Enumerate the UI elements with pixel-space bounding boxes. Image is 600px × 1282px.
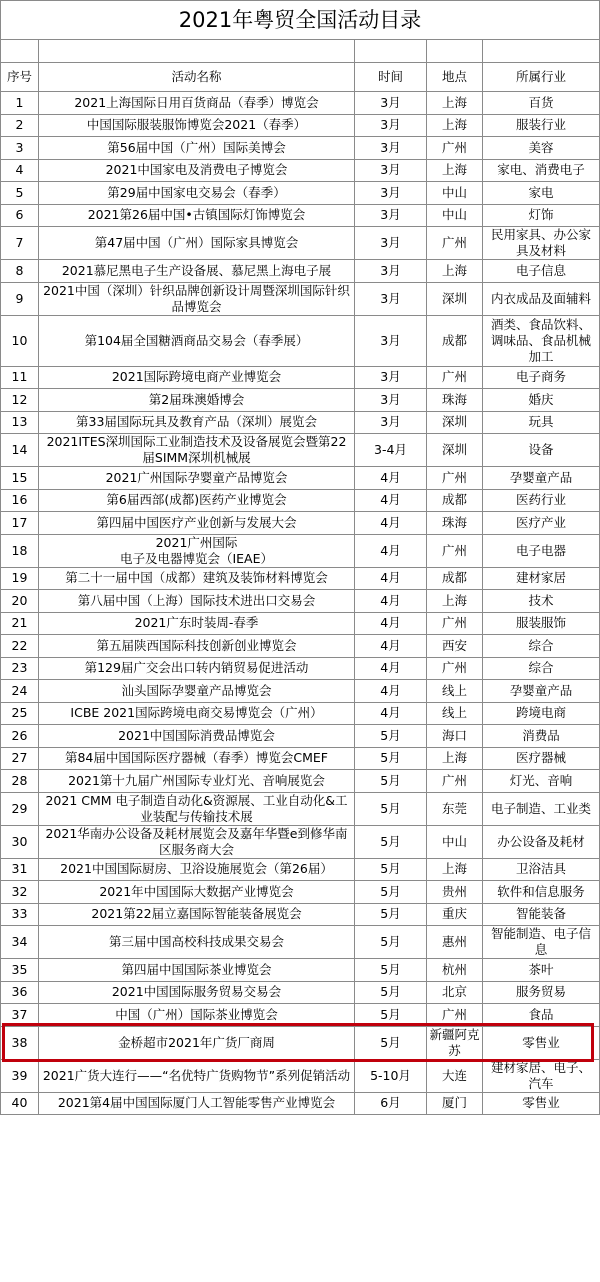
cell-industry: 设备 xyxy=(483,434,600,467)
cell-name: 汕头国际孕婴童产品博览会 xyxy=(39,680,355,703)
cell-industry: 跨境电商 xyxy=(483,702,600,725)
cell-name: 2021中国国际厨房、卫浴设施展览会（第26届） xyxy=(39,858,355,881)
cell-time: 5月 xyxy=(355,1026,427,1059)
cell-time: 5月 xyxy=(355,926,427,959)
cell-no: 10 xyxy=(1,315,39,366)
cell-no: 25 xyxy=(1,702,39,725)
cell-place: 广州 xyxy=(427,227,483,260)
cell-industry: 食品 xyxy=(483,1004,600,1027)
table-row xyxy=(1,92,600,115)
cell-place: 珠海 xyxy=(427,389,483,412)
cell-name: 2021广州国际 电子及电器博览会（IEAE） xyxy=(39,534,355,567)
cell-industry: 软件和信息服务 xyxy=(483,881,600,904)
cell-name: 中国国际服装服饰博览会2021（春季） xyxy=(39,114,355,137)
cell-no: 33 xyxy=(1,903,39,926)
cell-industry: 茶叶 xyxy=(483,959,600,982)
cell-no: 38 xyxy=(1,1026,39,1059)
cell-no: 39 xyxy=(1,1059,39,1092)
cell-industry: 民用家具、办公家具及材料 xyxy=(483,227,600,260)
cell-time: 4月 xyxy=(355,534,427,567)
cell-place: 上海 xyxy=(427,747,483,770)
cell-name: 2021 CMM 电子制造自动化&资源展、工业自动化&工业装配与传输技术展 xyxy=(39,792,355,825)
cell-place: 深圳 xyxy=(427,411,483,434)
table-row xyxy=(1,770,600,793)
cell-place: 广州 xyxy=(427,467,483,490)
cell-name: 2021广东时装周-春季 xyxy=(39,612,355,635)
cell-place: 杭州 xyxy=(427,959,483,982)
cell-name: 2021慕尼黑电子生产设备展、慕尼黑上海电子展 xyxy=(39,260,355,283)
cell-time: 5月 xyxy=(355,725,427,748)
cell-industry: 内衣成品及面辅料 xyxy=(483,282,600,315)
table-row xyxy=(1,959,600,982)
table-row xyxy=(1,434,600,467)
title-row xyxy=(1,1,600,40)
cell-no: 22 xyxy=(1,635,39,658)
cell-time: 4月 xyxy=(355,512,427,535)
cell-name: 第四届中国国际茶业博览会 xyxy=(39,959,355,982)
table-row xyxy=(1,366,600,389)
cell-industry: 电子商务 xyxy=(483,366,600,389)
cell-no: 15 xyxy=(1,467,39,490)
cell-place: 上海 xyxy=(427,858,483,881)
cell-place: 新疆阿克苏 xyxy=(427,1026,483,1059)
cell-name: 第104届全国糖酒商品交易会（春季展） xyxy=(39,315,355,366)
cell-industry: 电子信息 xyxy=(483,260,600,283)
cell-place: 东莞 xyxy=(427,792,483,825)
blank-cell xyxy=(483,40,600,63)
cell-time: 4月 xyxy=(355,657,427,680)
cell-industry: 服装服饰 xyxy=(483,612,600,635)
cell-time: 3月 xyxy=(355,114,427,137)
cell-place: 广州 xyxy=(427,366,483,389)
cell-time: 5月 xyxy=(355,903,427,926)
cell-industry: 卫浴洁具 xyxy=(483,858,600,881)
cell-name: 2021华南办公设备及耗材展览会及嘉年华暨e到修华南区服务商大会 xyxy=(39,825,355,858)
blank-row xyxy=(1,40,600,63)
cell-time: 3月 xyxy=(355,159,427,182)
cell-place: 广州 xyxy=(427,137,483,160)
cell-no: 17 xyxy=(1,512,39,535)
cell-no: 4 xyxy=(1,159,39,182)
cell-name: 第三届中国高校科技成果交易会 xyxy=(39,926,355,959)
cell-place: 重庆 xyxy=(427,903,483,926)
header-time: 时间 xyxy=(355,63,427,92)
header-row xyxy=(1,63,600,92)
blank-cell xyxy=(355,40,427,63)
table-row xyxy=(1,282,600,315)
cell-no: 21 xyxy=(1,612,39,635)
cell-time: 3月 xyxy=(355,182,427,205)
cell-place: 大连 xyxy=(427,1059,483,1092)
cell-place: 海口 xyxy=(427,725,483,748)
cell-no: 26 xyxy=(1,725,39,748)
blank-cell xyxy=(1,40,39,63)
table-row xyxy=(1,926,600,959)
cell-place: 广州 xyxy=(427,770,483,793)
cell-place: 上海 xyxy=(427,590,483,613)
cell-name: 第2届珠澳婚博会 xyxy=(39,389,355,412)
cell-time: 3月 xyxy=(355,389,427,412)
cell-no: 35 xyxy=(1,959,39,982)
cell-time: 6月 xyxy=(355,1092,427,1115)
cell-time: 4月 xyxy=(355,567,427,590)
header-name: 活动名称 xyxy=(39,63,355,92)
cell-time: 5月 xyxy=(355,747,427,770)
cell-name: 2021国际跨境电商产业博览会 xyxy=(39,366,355,389)
table-row xyxy=(1,204,600,227)
cell-name: 第129届广交会出口转内销贸易促进活动 xyxy=(39,657,355,680)
cell-time: 3月 xyxy=(355,137,427,160)
cell-industry: 玩具 xyxy=(483,411,600,434)
cell-place: 中山 xyxy=(427,825,483,858)
table-row xyxy=(1,635,600,658)
cell-place: 北京 xyxy=(427,981,483,1004)
table-row xyxy=(1,590,600,613)
cell-time: 5月 xyxy=(355,792,427,825)
cell-no: 13 xyxy=(1,411,39,434)
cell-place: 成都 xyxy=(427,567,483,590)
table-row xyxy=(1,657,600,680)
table-row xyxy=(1,1004,600,1027)
cell-no: 37 xyxy=(1,1004,39,1027)
cell-place: 线上 xyxy=(427,702,483,725)
cell-industry: 建材家居 xyxy=(483,567,600,590)
cell-name: 2021第26届中国•古镇国际灯饰博览会 xyxy=(39,204,355,227)
cell-no: 5 xyxy=(1,182,39,205)
cell-time: 4月 xyxy=(355,590,427,613)
cell-time: 3月 xyxy=(355,92,427,115)
table-row xyxy=(1,389,600,412)
cell-name: 2021中国（深圳）针织品牌创新设计周暨深圳国际针织品博览会 xyxy=(39,282,355,315)
cell-name: 第47届中国（广州）国际家具博览会 xyxy=(39,227,355,260)
cell-place: 线上 xyxy=(427,680,483,703)
cell-place: 深圳 xyxy=(427,434,483,467)
table-row xyxy=(1,227,600,260)
cell-place: 广州 xyxy=(427,534,483,567)
cell-place: 上海 xyxy=(427,114,483,137)
cell-place: 上海 xyxy=(427,159,483,182)
table-row xyxy=(1,567,600,590)
page-title: 2021年粤贸全国活动目录 xyxy=(1,1,600,40)
cell-industry: 酒类、食品饮料、调味品、食品机械加工 xyxy=(483,315,600,366)
cell-time: 3月 xyxy=(355,260,427,283)
table-row xyxy=(1,534,600,567)
cell-place: 上海 xyxy=(427,92,483,115)
cell-place: 惠州 xyxy=(427,926,483,959)
cell-no: 27 xyxy=(1,747,39,770)
cell-no: 11 xyxy=(1,366,39,389)
blank-cell xyxy=(427,40,483,63)
cell-name: 中国（广州）国际茶业博览会 xyxy=(39,1004,355,1027)
cell-industry: 电子制造、工业类 xyxy=(483,792,600,825)
cell-no: 20 xyxy=(1,590,39,613)
cell-no: 2 xyxy=(1,114,39,137)
table-row xyxy=(1,159,600,182)
cell-name: 2021第十九届广州国际专业灯光、音响展览会 xyxy=(39,770,355,793)
cell-no: 6 xyxy=(1,204,39,227)
table-row xyxy=(1,411,600,434)
cell-industry: 百货 xyxy=(483,92,600,115)
cell-industry: 家电 xyxy=(483,182,600,205)
cell-industry: 智能装备 xyxy=(483,903,600,926)
table-row xyxy=(1,1026,600,1059)
table-row xyxy=(1,747,600,770)
cell-time: 4月 xyxy=(355,702,427,725)
cell-place: 西安 xyxy=(427,635,483,658)
header-place: 地点 xyxy=(427,63,483,92)
cell-time: 5月 xyxy=(355,825,427,858)
cell-industry: 智能制造、电子信息 xyxy=(483,926,600,959)
cell-industry: 零售业 xyxy=(483,1092,600,1115)
cell-no: 31 xyxy=(1,858,39,881)
table-row xyxy=(1,114,600,137)
cell-no: 34 xyxy=(1,926,39,959)
cell-time: 3月 xyxy=(355,366,427,389)
cell-name: 2021广州国际孕婴童产品博览会 xyxy=(39,467,355,490)
table-row xyxy=(1,792,600,825)
cell-no: 30 xyxy=(1,825,39,858)
cell-place: 成都 xyxy=(427,315,483,366)
cell-time: 5-10月 xyxy=(355,1059,427,1092)
cell-industry: 服装行业 xyxy=(483,114,600,137)
cell-no: 32 xyxy=(1,881,39,904)
cell-place: 珠海 xyxy=(427,512,483,535)
cell-no: 36 xyxy=(1,981,39,1004)
cell-time: 4月 xyxy=(355,467,427,490)
cell-name: 第五届陕西国际科技创新创业博览会 xyxy=(39,635,355,658)
cell-no: 3 xyxy=(1,137,39,160)
cell-name: 第29届中国家电交易会（春季） xyxy=(39,182,355,205)
table-row xyxy=(1,137,600,160)
table-row xyxy=(1,260,600,283)
cell-no: 12 xyxy=(1,389,39,412)
cell-name: 第56届中国（广州）国际美博会 xyxy=(39,137,355,160)
cell-industry: 综合 xyxy=(483,635,600,658)
cell-no: 23 xyxy=(1,657,39,680)
cell-no: 28 xyxy=(1,770,39,793)
cell-name: 2021ITES深圳国际工业制造技术及设备展览会暨第22届SIMM深圳机械展 xyxy=(39,434,355,467)
cell-time: 4月 xyxy=(355,635,427,658)
cell-name: 2021第4届中国国际厦门人工智能零售产业博览会 xyxy=(39,1092,355,1115)
cell-time: 3月 xyxy=(355,204,427,227)
table-row xyxy=(1,680,600,703)
cell-time: 3月 xyxy=(355,315,427,366)
cell-place: 成都 xyxy=(427,489,483,512)
cell-place: 广州 xyxy=(427,612,483,635)
table-row xyxy=(1,489,600,512)
cell-name: 2021年中国国际大数据产业博览会 xyxy=(39,881,355,904)
cell-name: 金桥超市2021年广货厂商周 xyxy=(39,1026,355,1059)
cell-no: 40 xyxy=(1,1092,39,1115)
table-row xyxy=(1,1059,600,1092)
cell-industry: 办公设备及耗材 xyxy=(483,825,600,858)
header-no: 序号 xyxy=(1,63,39,92)
cell-industry: 美容 xyxy=(483,137,600,160)
cell-time: 5月 xyxy=(355,1004,427,1027)
cell-no: 24 xyxy=(1,680,39,703)
table-row xyxy=(1,315,600,366)
cell-no: 29 xyxy=(1,792,39,825)
cell-place: 广州 xyxy=(427,1004,483,1027)
table-row xyxy=(1,881,600,904)
table-row xyxy=(1,903,600,926)
cell-industry: 零售业 xyxy=(483,1026,600,1059)
cell-place: 深圳 xyxy=(427,282,483,315)
table-row xyxy=(1,725,600,748)
table-row xyxy=(1,512,600,535)
cell-no: 14 xyxy=(1,434,39,467)
cell-name: 第6届西部(成都)医药产业博览会 xyxy=(39,489,355,512)
cell-time: 4月 xyxy=(355,612,427,635)
cell-industry: 医疗产业 xyxy=(483,512,600,535)
cell-industry: 家电、消费电子 xyxy=(483,159,600,182)
cell-no: 19 xyxy=(1,567,39,590)
cell-industry: 综合 xyxy=(483,657,600,680)
cell-name: 第四届中国医疗产业创新与发展大会 xyxy=(39,512,355,535)
cell-name: 2021上海国际日用百货商品（春季）博览会 xyxy=(39,92,355,115)
cell-no: 7 xyxy=(1,227,39,260)
blank-cell xyxy=(39,40,355,63)
cell-industry: 孕婴童产品 xyxy=(483,680,600,703)
cell-industry: 灯饰 xyxy=(483,204,600,227)
table-row xyxy=(1,981,600,1004)
cell-name: 第33届国际玩具及教育产品（深圳）展览会 xyxy=(39,411,355,434)
cell-no: 18 xyxy=(1,534,39,567)
cell-time: 5月 xyxy=(355,981,427,1004)
table-row xyxy=(1,1092,600,1115)
cell-time: 3-4月 xyxy=(355,434,427,467)
cell-name: 第八届中国（上海）国际技术进出口交易会 xyxy=(39,590,355,613)
cell-time: 5月 xyxy=(355,770,427,793)
cell-name: 2021中国国际消费品博览会 xyxy=(39,725,355,748)
cell-time: 4月 xyxy=(355,680,427,703)
cell-time: 5月 xyxy=(355,959,427,982)
cell-no: 8 xyxy=(1,260,39,283)
cell-industry: 婚庆 xyxy=(483,389,600,412)
cell-no: 1 xyxy=(1,92,39,115)
header-industry: 所属行业 xyxy=(483,63,600,92)
cell-industry: 消费品 xyxy=(483,725,600,748)
cell-name: 第二十一届中国（成都）建筑及装饰材料博览会 xyxy=(39,567,355,590)
cell-name: ICBE 2021国际跨境电商交易博览会（广州） xyxy=(39,702,355,725)
cell-industry: 建材家居、电子、汽车 xyxy=(483,1059,600,1092)
table-row xyxy=(1,858,600,881)
cell-industry: 电子电器 xyxy=(483,534,600,567)
cell-time: 3月 xyxy=(355,282,427,315)
cell-name: 2021第22届立嘉国际智能装备展览会 xyxy=(39,903,355,926)
cell-place: 中山 xyxy=(427,182,483,205)
table-row xyxy=(1,825,600,858)
cell-time: 3月 xyxy=(355,227,427,260)
table-row xyxy=(1,702,600,725)
cell-no: 16 xyxy=(1,489,39,512)
cell-industry: 技术 xyxy=(483,590,600,613)
cell-time: 5月 xyxy=(355,858,427,881)
cell-name: 2021中国国际服务贸易交易会 xyxy=(39,981,355,1004)
cell-industry: 灯光、音响 xyxy=(483,770,600,793)
cell-place: 中山 xyxy=(427,204,483,227)
cell-time: 5月 xyxy=(355,881,427,904)
cell-name: 2021广货大连行——“名优特广货购物节”系列促销活动 xyxy=(39,1059,355,1092)
cell-place: 上海 xyxy=(427,260,483,283)
cell-name: 第84届中国国际医疗器械（春季）博览会CMEF xyxy=(39,747,355,770)
cell-time: 4月 xyxy=(355,489,427,512)
cell-name: 2021中国家电及消费电子博览会 xyxy=(39,159,355,182)
cell-industry: 医药行业 xyxy=(483,489,600,512)
cell-industry: 孕婴童产品 xyxy=(483,467,600,490)
table-row xyxy=(1,612,600,635)
table-row xyxy=(1,182,600,205)
cell-no: 9 xyxy=(1,282,39,315)
cell-place: 贵州 xyxy=(427,881,483,904)
cell-place: 广州 xyxy=(427,657,483,680)
cell-time: 3月 xyxy=(355,411,427,434)
cell-place: 厦门 xyxy=(427,1092,483,1115)
cell-industry: 医疗器械 xyxy=(483,747,600,770)
table-row xyxy=(1,467,600,490)
cell-industry: 服务贸易 xyxy=(483,981,600,1004)
